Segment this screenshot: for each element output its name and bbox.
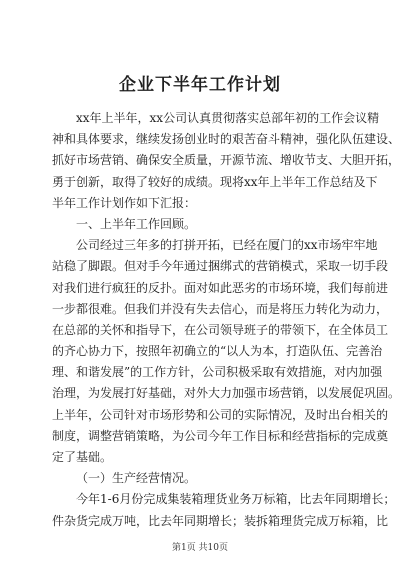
body-line: （一）生产经营情况。 [76, 471, 197, 486]
body-line: 的齐心协力下，按照年初确立的“以人为本，打造队伍、完善治 [52, 344, 383, 359]
body-line: 治理，为发展打好基础，对外大力加强市场营销，以发展促巩固。 [52, 386, 400, 401]
body-line: 定了基础。 [52, 450, 113, 464]
body-line: 半年工作计划作如下汇报： [52, 195, 197, 210]
document-title: 企业下半年工作计划 [119, 75, 281, 95]
body-line: 上半年，公司针对市场形势和公司的实际情况，及时出台相关的 [52, 407, 389, 422]
body-line: 制度，调整营销策略，为公司今年工作目标和经营指标的完成奠 [52, 428, 389, 443]
body-line: 在总部的关怀和指导下，在公司领导班子的带领下，在全体员工 [52, 322, 389, 337]
page-indicator: 第1页 共10页 [171, 543, 229, 553]
body-line: 神和具体要求，继续发扬创业时的艰苦奋斗精神，强化队伍建设、 [52, 132, 400, 147]
body-line: 站稳了脚跟。但对手今年通过捆绑式的营销模式，采取一切手段 [52, 259, 389, 274]
body-line: 今年1-6月份完成集装箱理货业务万标箱，比去年同期增长； [76, 492, 396, 507]
body-line: 抓好市场营销、确保安全质量，开源节流、增收节支、大胆开拓， [52, 153, 400, 168]
document-body [52, 108, 400, 532]
body-line: 对我们进行疯狂的反扑。面对如此恶劣的市场环境，我们每前进 [52, 280, 389, 295]
body-line: 理、和谐发展”的工作方针，公司积极采取有效措施，对内加强 [52, 365, 383, 380]
body-line: 公司经过三年多的打拼开拓，已经在厦门的xx市场牢牢地 [76, 238, 378, 253]
body-line: 勇于创新，取得了较好的成绩。现将xx年上半年工作总结及下 [52, 174, 378, 189]
body-line: 一步都很难。但我们并没有失去信心，而是将压力转化为动力， [52, 301, 389, 316]
body-line: 件杂货完成万吨，比去年同期增长；装拆箱理货完成万标箱，比 [52, 513, 389, 528]
body-line: xx年上半年，xx公司认真贯彻落实总部年初的工作会议精 [76, 111, 380, 125]
body-line: 一、上半年工作回顾。 [76, 216, 197, 231]
